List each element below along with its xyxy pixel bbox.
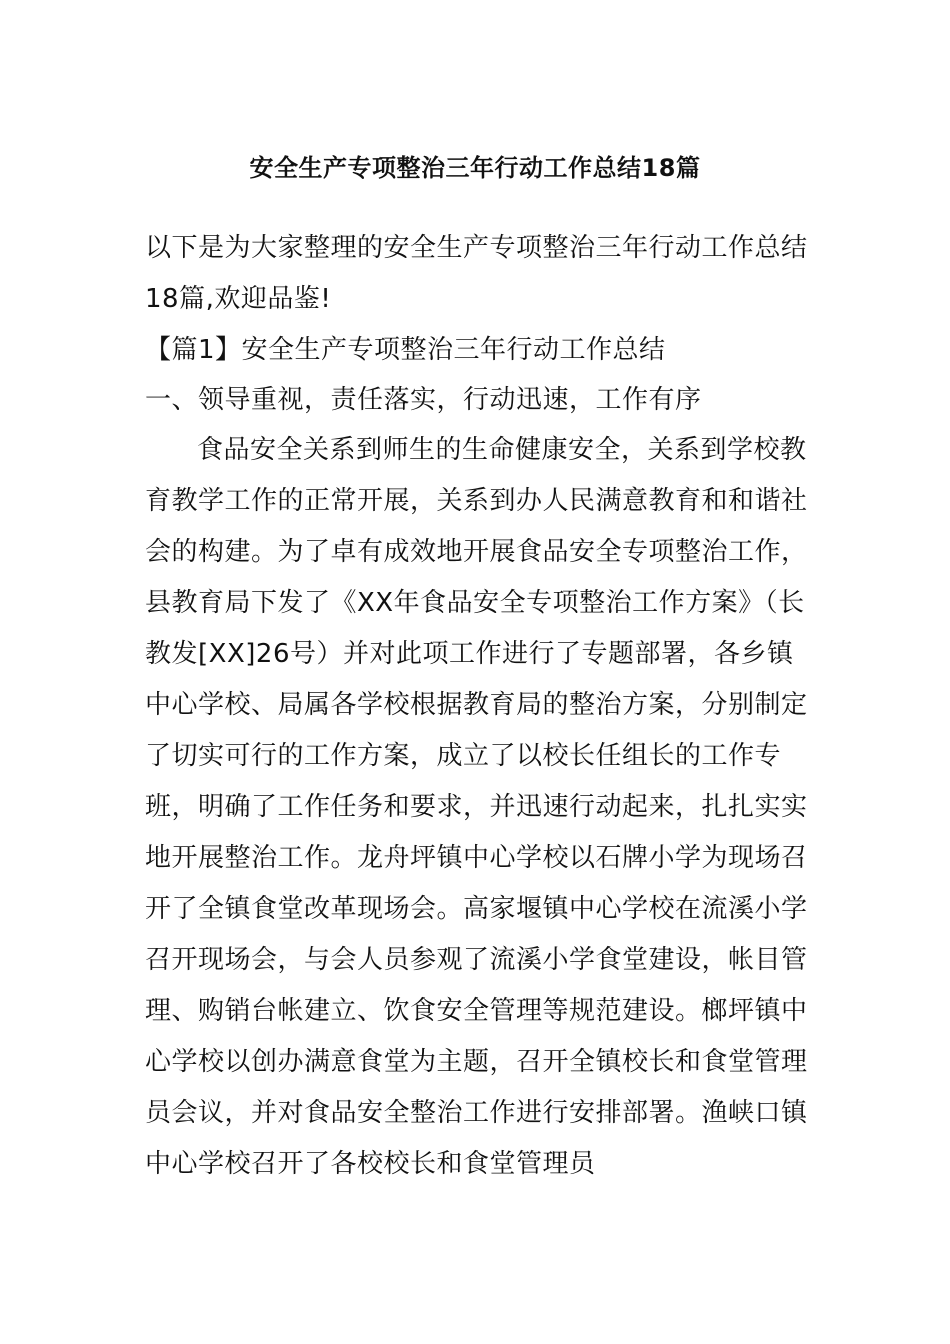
intro-paragraph bbox=[145, 223, 810, 325]
section-heading: 一、领导重视，责任落实，行动迅速，工作有序 bbox=[145, 385, 702, 415]
body-paragraph: 食品安全关系到师生的生命健康安全，关系到学校教育教学工作的正常开展，关系到办人民满意教育和和谐社会的构建。为了卓有成效地开展食品安全专项整治工作，县教育局下发了《XX年食品安全专项整治工作方案》（长教发[XX]26号）并对此项工作进行了专题部署，各乡镇中心学校、局属各学校根据教育局的整治方案，分别制定了切实可行的工作方案，成立了以校长任组长的工作专班，明确了工作任务和要求，并迅速行动起来，扎扎实实地开展整治工作。龙舟坪镇中心学校以石牌小学为现场召开了全镇食堂改革现场会。高家堰镇中心学校在流溪小学召开现场会，与会人员参观了流溪小学食堂建设，帐目管理、购销台帐建立、饮食安全管理等规范建设。榔坪镇中心学校以创办满意食堂为主题，召开全镇校长和食堂管理员会议，并对食品安全整治工作进行安排部署。渔峡口镇中心学校召开了各校校长和食堂管理员 bbox=[145, 435, 808, 1179]
intro-text: 以下是为大家整理的安全生产专项整治三年行动工作总结18篇,欢迎品鉴! bbox=[145, 233, 808, 314]
part-heading: 【篇1】安全生产专项整治三年行动工作总结 bbox=[145, 335, 666, 365]
document-title: 安全生产专项整治三年行动工作总结18篇 bbox=[249, 154, 701, 182]
